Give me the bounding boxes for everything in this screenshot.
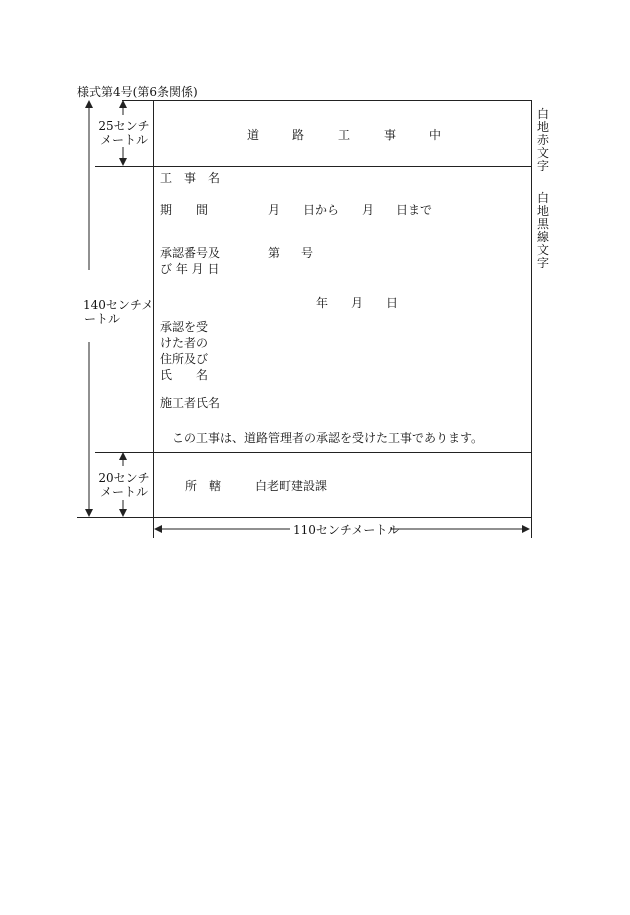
jurisdiction-label: 所 轄 (185, 479, 222, 493)
period-month-1: 月 (268, 203, 281, 217)
approval-number-label-line2: び 年 月 日 (160, 262, 220, 276)
total-height-dimension-line1: 140センチメ (83, 298, 154, 312)
total-height-dimension (83, 298, 153, 326)
approval-notice: この工事は、道路管理者の承認を受けた工事であります。 (172, 431, 484, 445)
bottom-band-dimension (96, 471, 152, 499)
top-band-dimension (96, 119, 152, 147)
number-prefix: 第 (268, 246, 281, 260)
period-month-2: 月 (362, 203, 375, 217)
bottom-band-dimension-line2: メートル (99, 485, 148, 499)
side-label-top: 白地赤文字 (537, 107, 550, 173)
title-char-3: 工 (338, 128, 351, 142)
title-char-2: 路 (292, 128, 305, 142)
date-month: 月 (351, 296, 364, 310)
period-until: 日まで (396, 203, 433, 217)
date-day: 日 (386, 296, 399, 310)
period-label: 期 間 (160, 203, 209, 217)
applicant-label-line4: 氏 名 (160, 368, 209, 382)
title-char-1: 道 (247, 128, 260, 142)
applicant-label-line2: けた者の (160, 336, 209, 350)
period-from: 日から (303, 203, 340, 217)
approval-number-label-line1: 承認番号及 (160, 246, 221, 260)
applicant-label-line1: 承認を受 (160, 320, 209, 334)
work-name-label: 工 事 名 (160, 171, 221, 185)
top-band-dimension-line2: メートル (99, 133, 148, 147)
contractor-label: 施工者氏名 (160, 396, 221, 410)
number-suffix: 号 (301, 246, 314, 260)
total-height-dimension-line2: ートル (84, 312, 121, 326)
applicant-label (160, 319, 208, 383)
approval-number-label (160, 246, 220, 276)
top-band-dimension-line1: 25センチ (98, 119, 150, 133)
form-number-label: 様式第4号(第6条関係) (77, 85, 198, 99)
width-dimension: 110センチメートル (293, 523, 400, 537)
date-year: 年 (316, 296, 329, 310)
title-char-5: 中 (429, 128, 442, 142)
applicant-label-line3: 住所及び (160, 352, 209, 366)
side-label-bottom: 白地黒線文字 (537, 191, 550, 270)
jurisdiction-value: 白老町建設課 (255, 479, 328, 493)
title-char-4: 事 (384, 128, 397, 142)
bottom-band-dimension-line1: 20センチ (98, 471, 150, 485)
